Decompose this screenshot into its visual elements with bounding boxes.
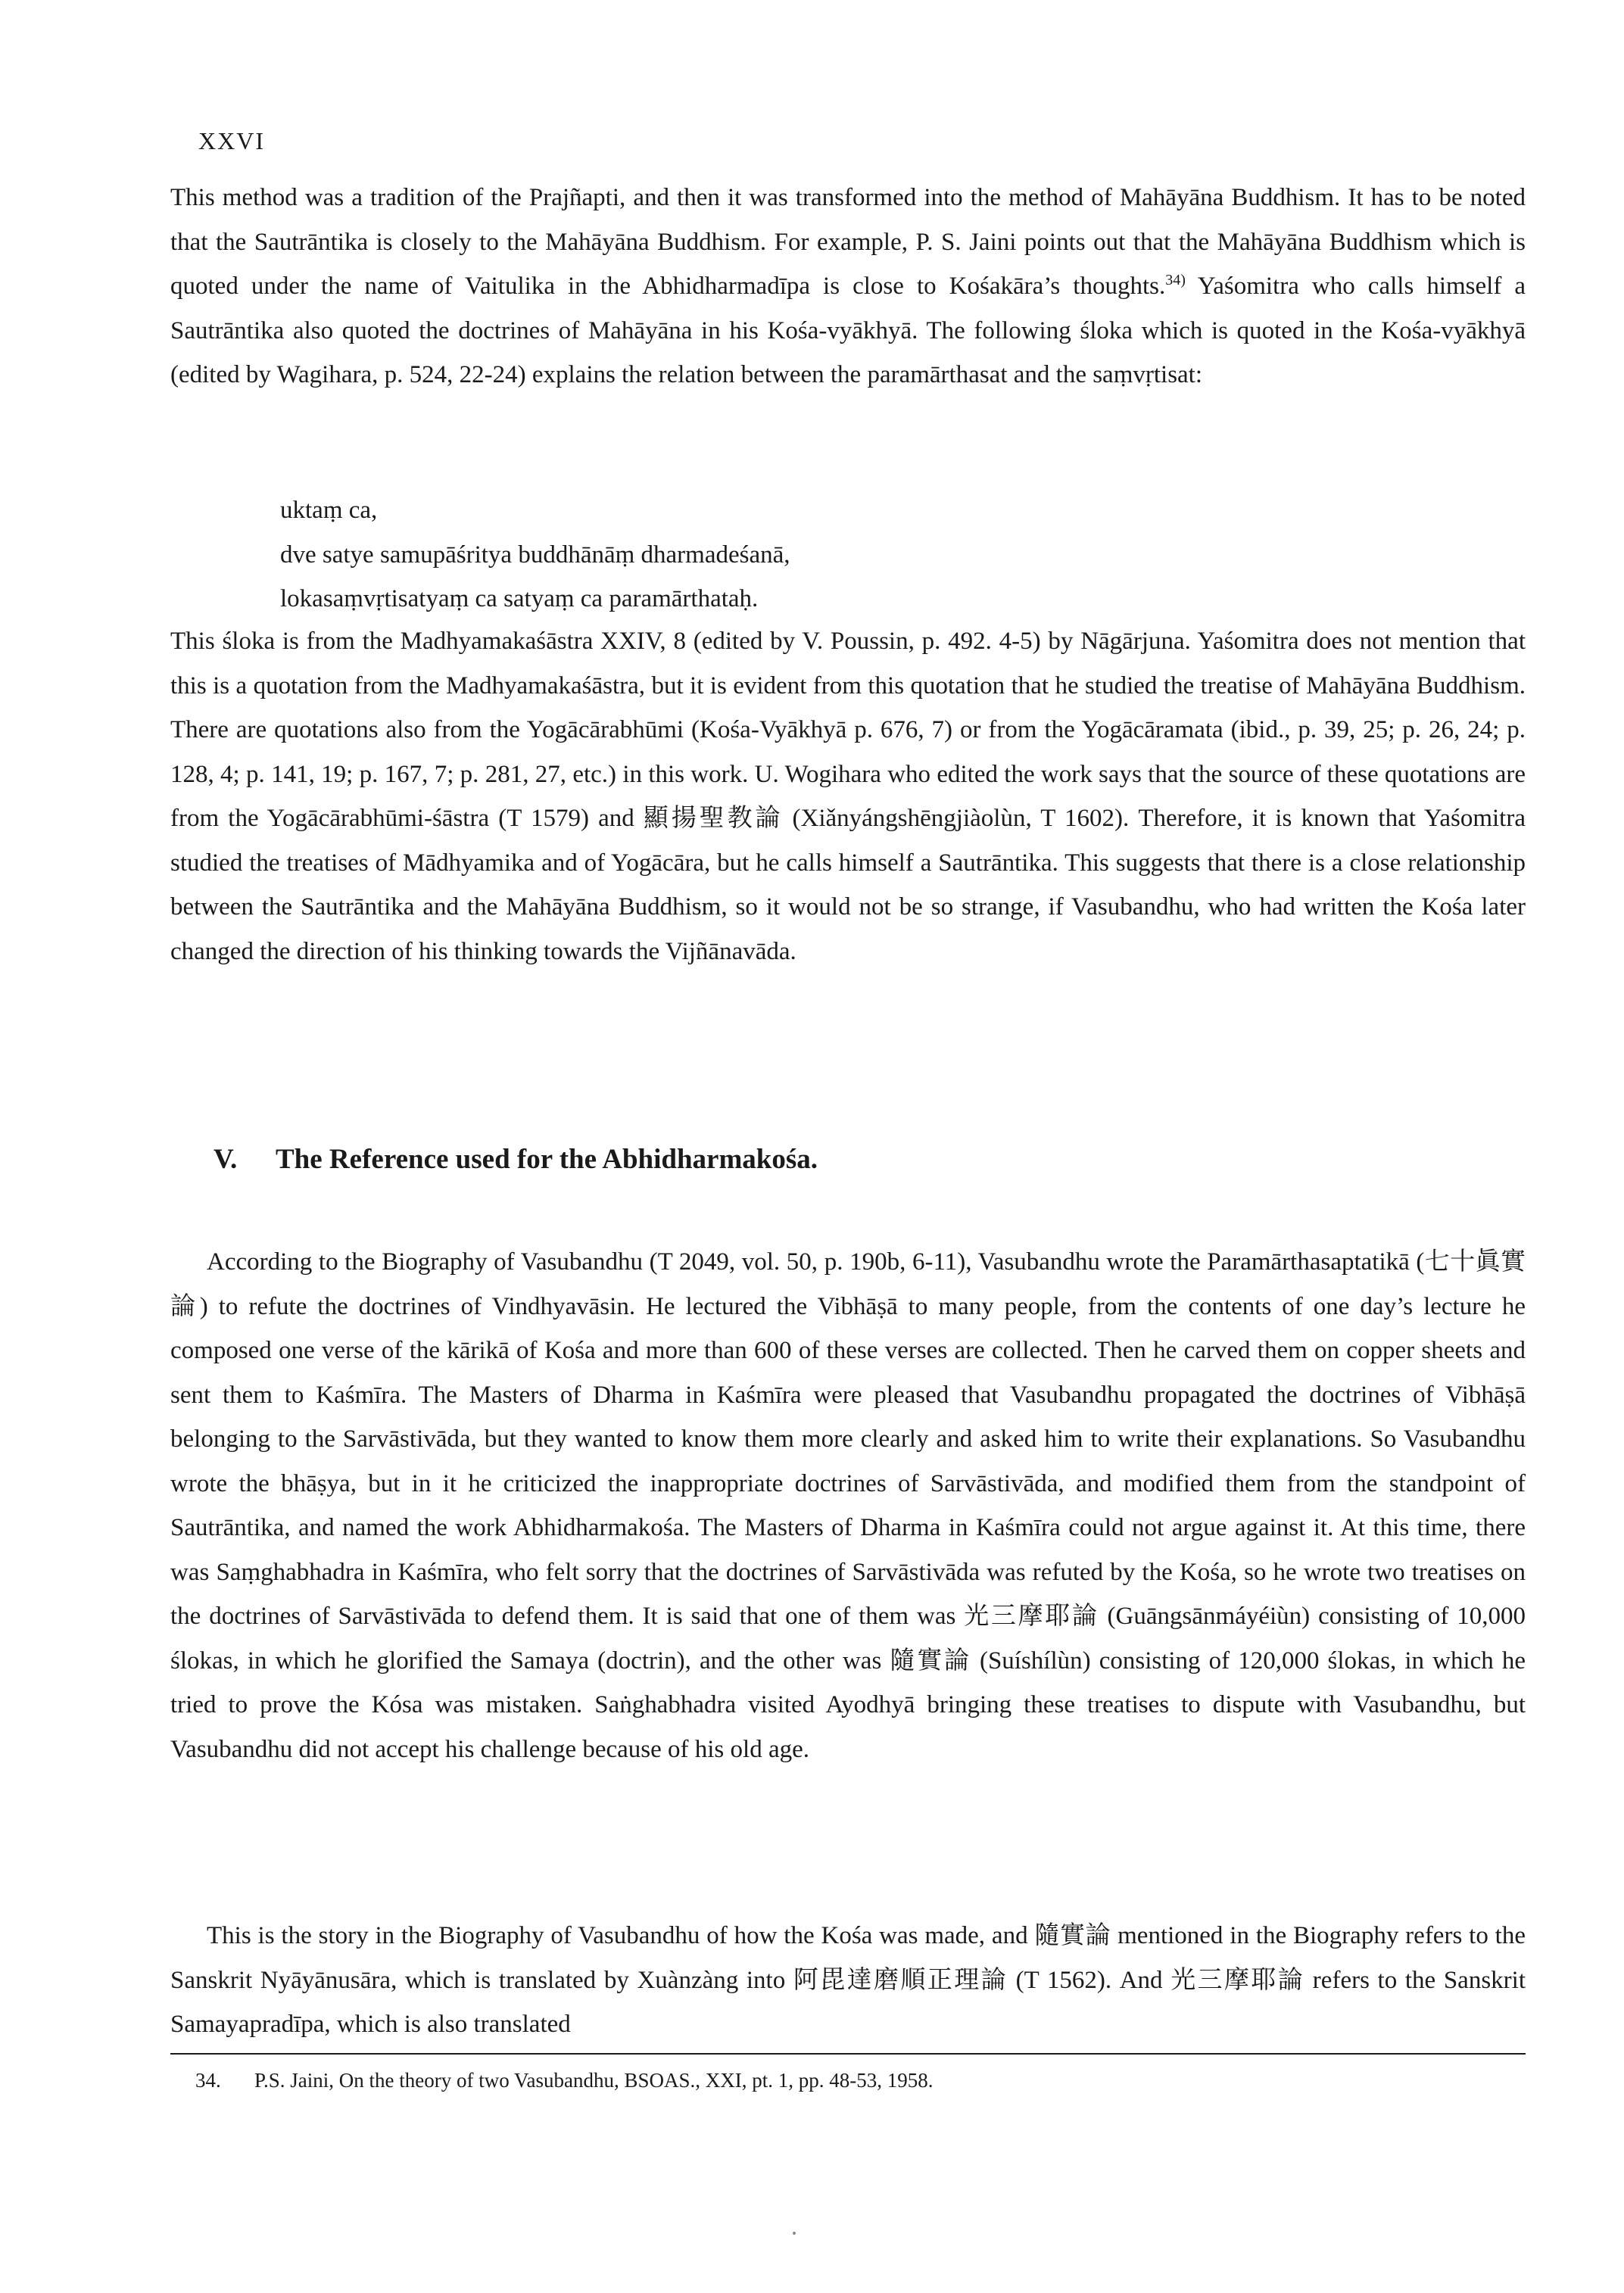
paragraph-4: This is the story in the Biography of Vasubandhu of how the Kośa was made, and 隨實論 mentioned in the Biography refers to the Sanskrit Nyāyānusāra, which is translated by Xuànzàng into 阿毘達磨順正理論 (T 1562). And 光三摩耶論 refers to the Sanskrit Samayapradīpa, which is also translated <box>170 1922 1526 2038</box>
footnote-number: 34. <box>195 2069 221 2092</box>
verse-line: lokasaṃvṛtisatyaṃ ca satyaṃ ca paramārthataḥ. <box>280 585 759 612</box>
paragraph-1-text: This method was a tradition of the Prajñapti, and then it was transformed into the method of Mahāyāna Buddhism. It has to be noted that the Sautrāntika is closely to the Mahāyāna Buddhism. For example, P. S. Jaini points out that the Mahāyāna Buddhism which is quoted under the name of Vaitulika in the Abhidharmadīpa is close to Kośakāra’s thoughts. <box>170 184 1526 300</box>
section-number: V. <box>214 1144 238 1175</box>
section-title: The Reference used for the Abhidharmakośa. <box>276 1144 818 1175</box>
section-heading <box>214 1143 818 1176</box>
footnote-text: P.S. Jaini, On the theory of two Vasubandhu, BSOAS., XXI, pt. 1, pp. 48-53, 1958. <box>254 2069 934 2092</box>
footnote-divider <box>170 2053 1526 2055</box>
verse-line: uktaṃ ca, <box>280 497 378 524</box>
paragraph-3: According to the Biography of Vasubandhu (T 2049, vol. 50, p. 190b, 6-11), Vasubandhu wrote the Paramārthasaptatikā (七十眞實論) to refute the doctrines of Vindhyavāsin. He lectured the Vibhāṣā to many people, from the contents of one day’s lecture he composed one verse of the kārikā of Kośa and more than 600 of these verses are collected. Then he carved them on copper sheets and sent them to Kaśmīra. The Masters of Dharma in Kaśmīra were pleased that Vasubandhu propagated the doctrines of Vibhāṣā belonging to the Sarvāstivāda, but they wanted to know them more clearly and asked him to write their explanations. So Vasubandhu wrote the bhāṣya, but in it he criticized the inappropriate doctrines of Sarvāstivāda, and modified them from the standpoint of Sautrāntika, and named the work Abhidharmakośa. The Masters of Dharma in Kaśmīra could not argue against it. At this time, there was Saṃghabhadra in Kaśmīra, who felt sorry that the doctrines of Sarvāstivāda was refuted by the Kośa, so he wrote two treatises on the doctrines of Sarvāstivāda to defend them. It is said that one of them was 光三摩耶論 (Guāngsānmáyéiùn) consisting of 10,000 ślokas, in which he glorified the Samaya (doctrin), and the other was 隨實論 (Suíshílùn) consisting of 120,000 ślokas, in which he tried to prove the Kósa was mistaken. Saṅghabhadra visited Ayodhyā bringing these treatises to dispute with Vasubandhu, but Vasubandhu did not accept his challenge because of his old age. <box>170 1248 1526 1763</box>
verse-quotation <box>280 488 790 622</box>
page-speck <box>793 2232 796 2235</box>
paragraph-1 <box>170 176 1526 397</box>
verse-line: dve satye samupāśritya buddhānāṃ dharmadeśanā, <box>280 541 790 569</box>
paragraph-1-text-continued: Yaśomitra who calls himself a Sautrāntika also quoted the doctrines of Mahāyāna in his Kośa-vyākhyā. The following śloka which is quoted in the Kośa-vyākhyā (edited by Wagihara, p. 524, 22-24) explains the relation between the paramārthasat and the saṃvṛtisat: <box>170 273 1526 388</box>
footnote <box>195 2065 1482 2095</box>
page-number: XXVI <box>198 127 265 154</box>
footnote-reference[interactable]: 34) <box>1165 272 1186 288</box>
paragraph-2: This śloka is from the Madhyamakaśāstra XXIV, 8 (edited by V. Poussin, p. 492. 4-5) by Nāgārjuna. Yaśomitra does not mention that this is a quotation from the Madhyamakaśāstra, but it is evident from this quotation that he studied the treatise of Mahāyāna Buddhism. There are quotations also from the Yogācārabhūmi (Kośa-Vyākhyā p. 676, 7) or from the Yogācāramata (ibid., p. 39, 25; p. 26, 24; p. 128, 4; p. 141, 19; p. 167, 7; p. 281, 27, etc.) in this work. U. Wogihara who edited the work says that the source of these quotations are from the Yogācārabhūmi-śāstra (T 1579) and 顯揚聖教論 (Xiǎnyángshēngjiàolùn, T 1602). Therefore, it is known that Yaśomitra studied the treatises of Mādhyamika and of Yogācāra, but he calls himself a Sautrāntika. This suggests that there is a close relationship between the Sautrāntika and the Mahāyāna Buddhism, so it would not be so strange, if Vasubandhu, who had written the Kośa later changed the direction of his thinking towards the Vijñānavāda. <box>170 628 1526 965</box>
